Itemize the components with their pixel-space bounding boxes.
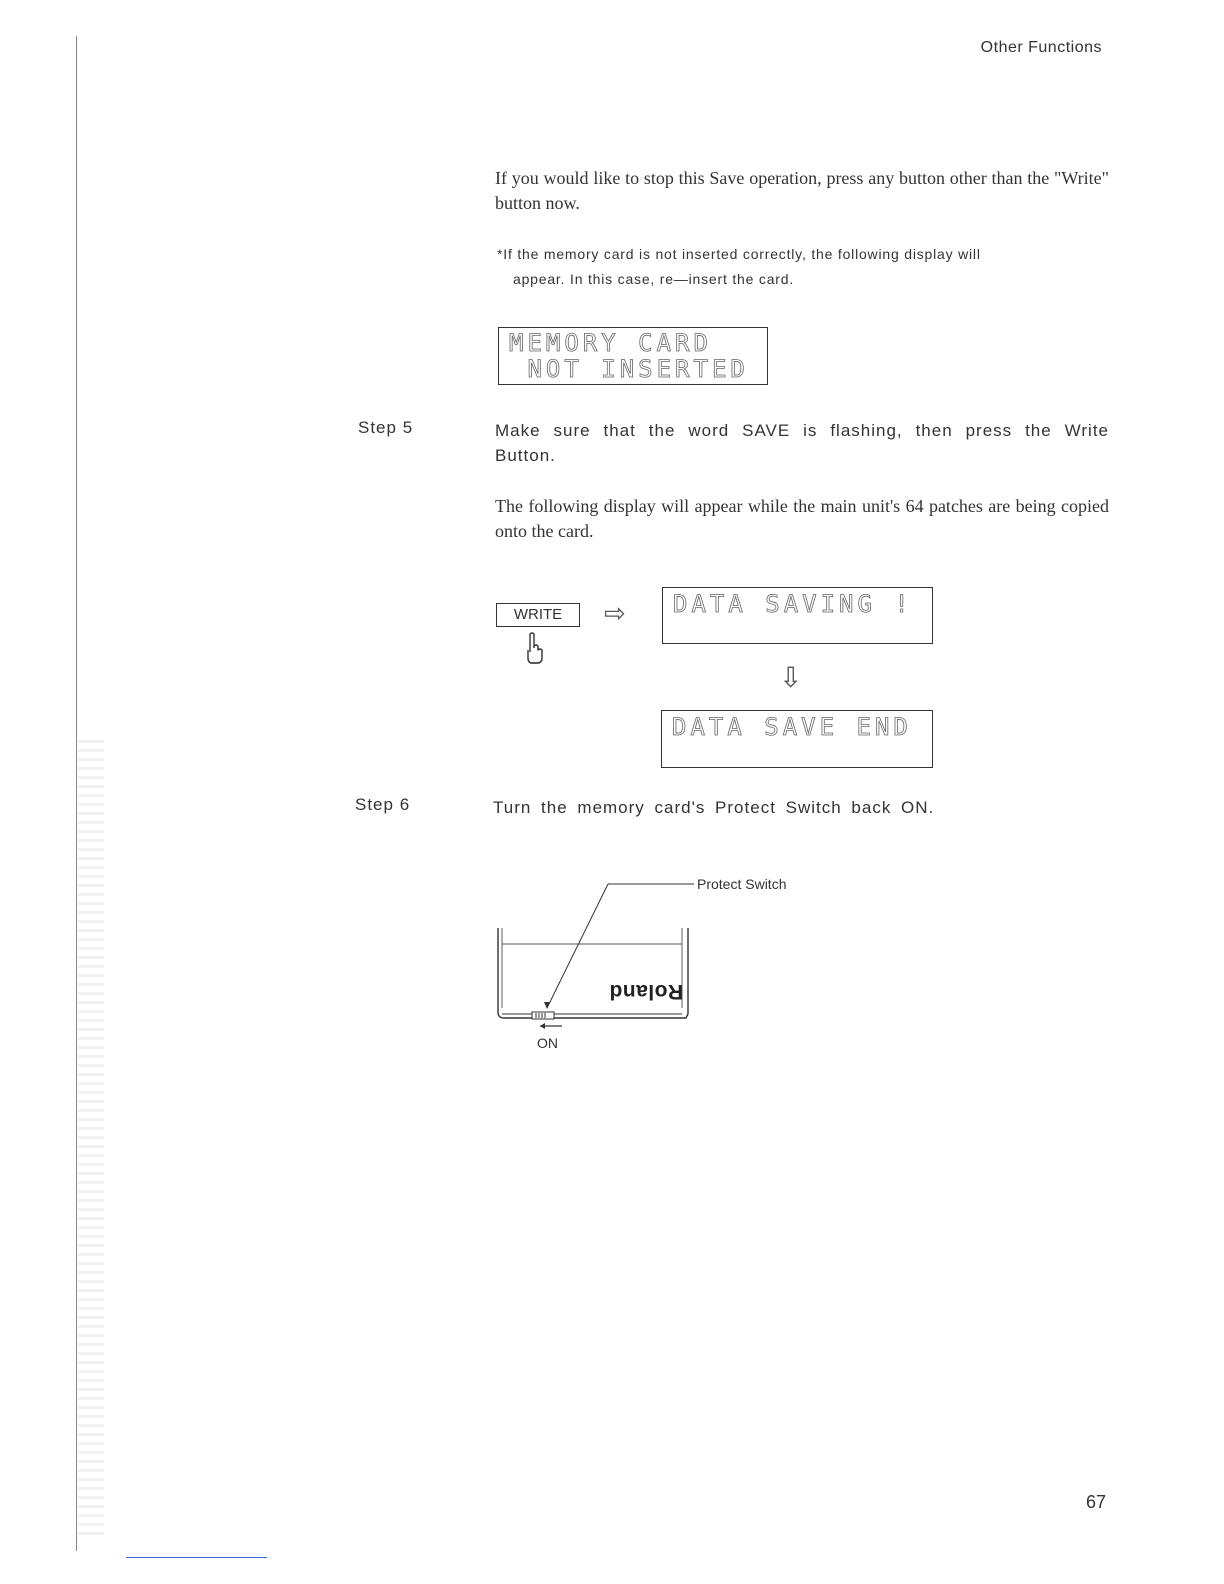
insert-note-line2: appear. In this case, re—insert the card. (513, 271, 795, 287)
scan-artifact (78, 740, 104, 1540)
lcd-line-2: NOT INSERTED (509, 355, 749, 383)
write-button: WRITE (496, 603, 580, 627)
lcd-data-saving (662, 587, 933, 644)
page-number: 67 (1086, 1492, 1107, 1512)
brand-logo: Roland (609, 980, 684, 1003)
lcd-end-line: DATA SAVE END (672, 713, 912, 741)
stop-instruction: If you would like to stop this Save operation, press any button other than the "Write" button now. (495, 168, 1109, 213)
step-5-description: The following display will appear while the main unit's 64 patches are being copied onto the card. (495, 496, 1109, 541)
section-header: Other Functions (980, 39, 1102, 56)
step-6-instruction: Turn the memory card's Protect Switch back ON. (493, 798, 935, 817)
insert-note-line1: *If the memory card is not inserted correctly, the following display will (497, 246, 981, 262)
step-5-instruction: Make sure that the word SAVE is flashing, then press the Write Button. (495, 421, 1109, 465)
lcd-saving-line: DATA SAVING ! (673, 590, 913, 618)
on-label: ON (537, 1035, 558, 1051)
scan-rule (126, 1557, 267, 1558)
lcd-data-save-end (661, 710, 933, 768)
arrow-down-icon: ⇩ (779, 662, 803, 693)
protect-switch-label: Protect Switch (697, 876, 787, 892)
binding-edge (76, 36, 77, 1551)
lcd-not-inserted (498, 327, 768, 385)
insert-note (497, 242, 1110, 292)
arrow-right-icon: ⇨ (604, 598, 626, 628)
step-5-label: Step 5 (358, 418, 414, 437)
lcd-line-1: MEMORY CARD (509, 329, 712, 357)
memory-card-drawing (494, 874, 704, 1034)
step-6-label: Step 6 (355, 795, 411, 814)
hand-pointer-icon (524, 632, 546, 666)
